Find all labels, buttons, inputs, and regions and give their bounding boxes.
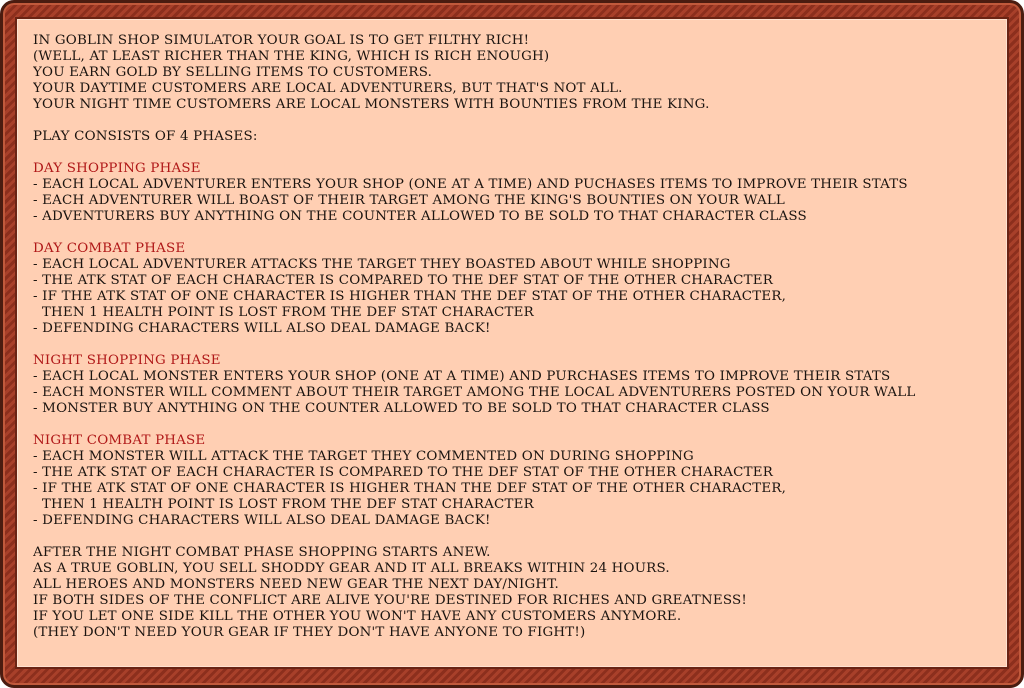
phases-intro: PLAY CONSISTS OF 4 PHASES: <box>33 129 258 144</box>
outro-line: (THEY DON'T NEED YOUR GEAR IF THEY DON'T HAVE ANYONE TO FIGHT!) <box>33 625 586 640</box>
section-heading-night-shopping: NIGHT SHOPPING PHASE <box>33 353 221 368</box>
intro-line: YOUR NIGHT TIME CUSTOMERS ARE LOCAL MONSTERS WITH BOUNTIES FROM THE KING. <box>33 97 710 112</box>
section-line: - IF THE ATK STAT OF ONE CHARACTER IS HIGHER THAN THE DEF STAT OF THE OTHER CHARACTER, <box>33 481 787 496</box>
intro-line: YOUR DAYTIME CUSTOMERS ARE LOCAL ADVENTURERS, BUT THAT'S NOT ALL. <box>33 81 623 96</box>
outro-line: ALL HEROES AND MONSTERS NEED NEW GEAR THE NEXT DAY/NIGHT. <box>33 577 559 592</box>
section-line: - THE ATK STAT OF EACH CHARACTER IS COMPARED TO THE DEF STAT OF THE OTHER CHARACTER <box>33 273 773 288</box>
section-line: - DEFENDING CHARACTERS WILL ALSO DEAL DAMAGE BACK! <box>33 321 491 336</box>
section-line: - EACH MONSTER WILL ATTACK THE TARGET THEY COMMENTED ON DURING SHOPPING <box>33 449 694 464</box>
section-line: - IF THE ATK STAT OF ONE CHARACTER IS HIGHER THAN THE DEF STAT OF THE OTHER CHARACTER, <box>33 289 787 304</box>
section-line: - ADVENTURERS BUY ANYTHING ON THE COUNTER ALLOWED TO BE SOLD TO THAT CHARACTER CLASS <box>33 209 807 224</box>
outro-line: AFTER THE NIGHT COMBAT PHASE SHOPPING STARTS ANEW. <box>33 545 491 560</box>
outro-line: AS A TRUE GOBLIN, YOU SELL SHODDY GEAR AND IT ALL BREAKS WITHIN 24 HOURS. <box>33 561 670 576</box>
section-line: - EACH LOCAL MONSTER ENTERS YOUR SHOP (ONE AT A TIME) AND PURCHASES ITEMS TO IMPROVE THEIR STATS <box>33 369 891 384</box>
section-line: - MONSTER BUY ANYTHING ON THE COUNTER ALLOWED TO BE SOLD TO THAT CHARACTER CLASS <box>33 401 770 416</box>
intro-line: YOU EARN GOLD BY SELLING ITEMS TO CUSTOMERS. <box>33 65 433 80</box>
section-heading-night-combat: NIGHT COMBAT PHASE <box>33 433 206 448</box>
section-line: - EACH LOCAL ADVENTURER ATTACKS THE TARGET THEY BOASTED ABOUT WHILE SHOPPING <box>33 257 731 272</box>
intro-line: IN GOBLIN SHOP SIMULATOR YOUR GOAL IS TO GET FILTHY RICH! <box>33 33 530 48</box>
section-line: THEN 1 HEALTH POINT IS LOST FROM THE DEF STAT CHARACTER <box>33 497 534 512</box>
outro-line: IF BOTH SIDES OF THE CONFLICT ARE ALIVE YOU'RE DESTINED FOR RICHES AND GREATNESS! <box>33 593 747 608</box>
section-line: - THE ATK STAT OF EACH CHARACTER IS COMPARED TO THE DEF STAT OF THE OTHER CHARACTER <box>33 465 773 480</box>
section-line: - DEFENDING CHARACTERS WILL ALSO DEAL DAMAGE BACK! <box>33 513 491 528</box>
section-line: THEN 1 HEALTH POINT IS LOST FROM THE DEF STAT CHARACTER <box>33 305 534 320</box>
section-line: - EACH LOCAL ADVENTURER ENTERS YOUR SHOP (ONE AT A TIME) AND PUCHASES ITEMS TO IMPROVE THEIR STATS <box>33 177 908 192</box>
section-heading-day-combat: DAY COMBAT PHASE <box>33 241 186 256</box>
section-line: - EACH ADVENTURER WILL BOAST OF THEIR TARGET AMONG THE KING'S BOUNTIES ON YOUR WALL <box>33 193 786 208</box>
instructions-panel <box>15 17 1009 669</box>
section-heading-day-shopping: DAY SHOPPING PHASE <box>33 161 201 176</box>
outro-line: IF YOU LET ONE SIDE KILL THE OTHER YOU WON'T HAVE ANY CUSTOMERS ANYMORE. <box>33 609 682 624</box>
intro-line: (WELL, AT LEAST RICHER THAN THE KING, WHICH IS RICH ENOUGH) <box>33 49 550 64</box>
section-line: - EACH MONSTER WILL COMMENT ABOUT THEIR TARGET AMONG THE LOCAL ADVENTURERS POSTED ON YOUR WALL <box>33 385 916 400</box>
instructions-text <box>33 33 1003 641</box>
